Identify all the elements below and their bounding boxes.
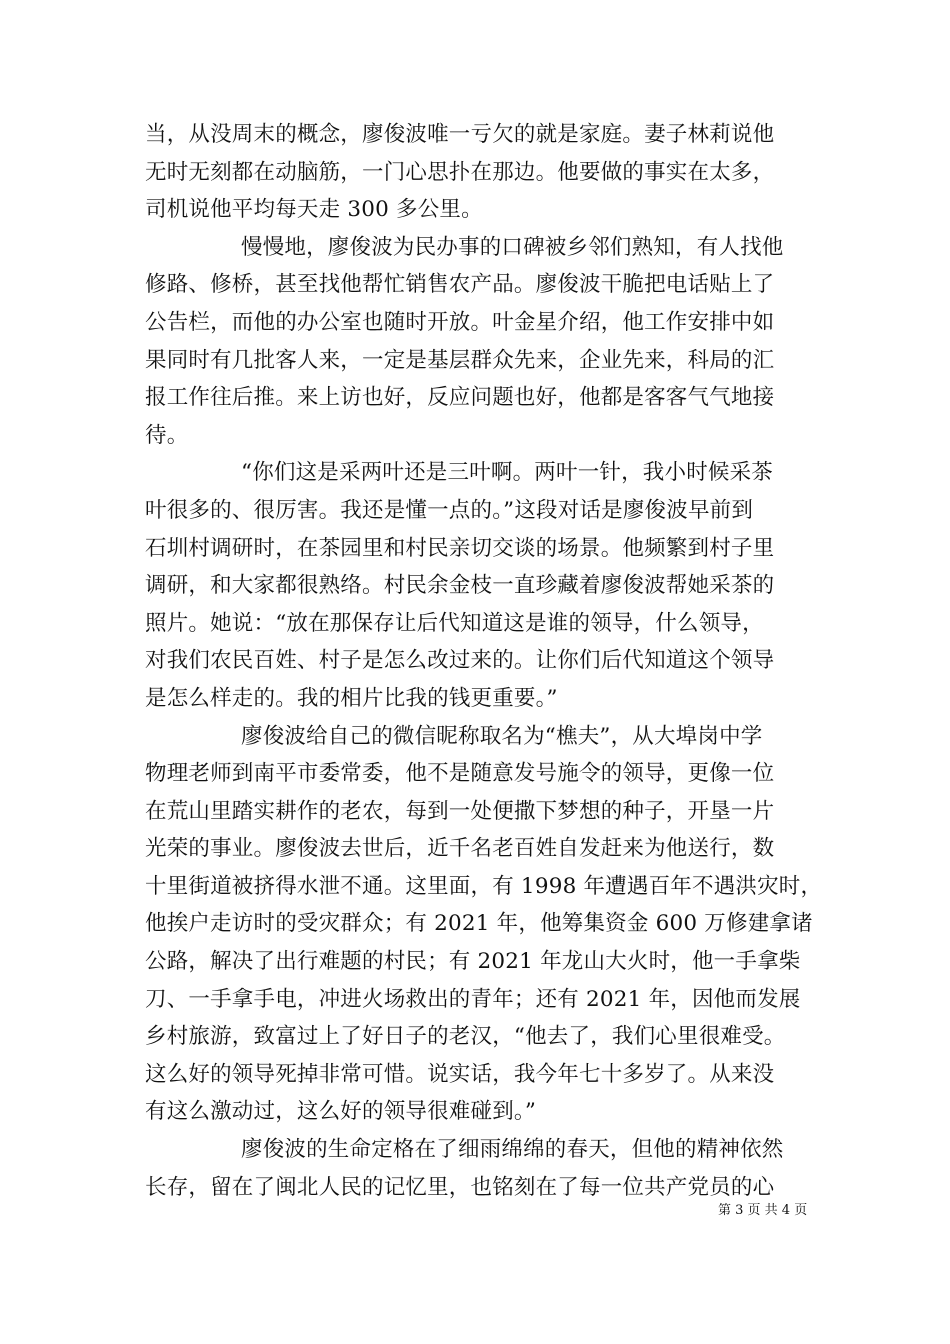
text-line: 刀、一手拿手电，冲进火场救出的青年；还有 2021 年，因他而发展	[145, 986, 801, 1012]
text-line: 有这么激动过，这么好的领导很难碰到。”	[145, 1099, 537, 1125]
paragraph-5	[145, 1131, 807, 1206]
paragraph-1	[145, 116, 807, 229]
text-line: 无时无刻都在动脑筋，一门心思扑在那边。他要做的事实在太多，	[145, 159, 775, 185]
text-line: 果同时有几批客人来，一定是基层群众先来，企业先来，科局的汇	[145, 347, 775, 373]
text-line: 对我们农民百姓、村子是怎么改过来的。让你们后代知道这个领导	[145, 648, 775, 674]
article-body	[145, 116, 823, 1206]
text-line: 公路，解决了出行难题的村民；有 2021 年龙山大火时，他一手拿柴	[145, 949, 801, 975]
text-line-indented: 廖俊波的生命定格在了细雨绵绵的春天，但他的精神依然	[241, 1137, 784, 1163]
text-line: 是怎么样走的。我的相片比我的钱更重要。”	[145, 685, 558, 711]
text-line: 调研，和大家都很熟络。村民余金枝一直珍藏着廖俊波帮她采茶的	[145, 573, 775, 599]
page-number-footer: 第 3 页 共 4 页	[718, 1203, 808, 1218]
text-line: 石圳村调研时，在茶园里和村民亲切交谈的场景。他频繁到村子里	[145, 535, 775, 561]
text-line-indented: 慢慢地，廖俊波为民办事的口碑被乡邻们熟知，有人找他	[241, 234, 784, 260]
text-line: 修路、修桥，甚至找他帮忙销售农产品。廖俊波干脆把电话贴上了	[145, 272, 775, 298]
text-line: 他挨户走访时的受灾群众；有 2021 年，他筹集资金 600 万修建拿诸	[145, 911, 813, 937]
text-line: 这么好的领导死掉非常可惜。说实话，我今年七十多岁了。从来没	[145, 1061, 775, 1087]
text-line-indented: 廖俊波给自己的微信昵称取名为“樵夫”，从大埠岗中学	[241, 723, 763, 749]
paragraph-2	[145, 229, 807, 455]
paragraph-4	[145, 718, 823, 1132]
text-line: 物理老师到南平市委常委，他不是随意发号施令的领导，更像一位	[145, 761, 775, 787]
text-line: 十里街道被挤得水泄不通。这里面，有 1998 年遭遇百年不遇洪灾时，	[145, 873, 823, 899]
text-line: 公告栏，而他的办公室也随时开放。叶金星介绍，他工作安排中如	[145, 309, 775, 335]
text-line: 光荣的事业。廖俊波去世后，近千名老百姓自发赶来为他送行，数	[145, 836, 775, 862]
text-line: 在荒山里踏实耕作的老农，每到一处便撒下梦想的种子，开垦一片	[145, 798, 775, 824]
text-line: 叶很多的、很厉害。我还是懂一点的。”这段对话是廖俊波早前到	[145, 497, 754, 523]
paragraph-3	[145, 454, 807, 717]
text-line: 待。	[145, 422, 189, 448]
text-line: 长存，留在了闽北人民的记忆里，也铭刻在了每一位共产党员的心	[145, 1174, 775, 1200]
text-line: 乡村旅游，致富过上了好日子的老汉，“他去了，我们心里很难受。	[145, 1024, 786, 1050]
text-line: 司机说他平均每天走 300 多公里。	[145, 197, 483, 223]
text-line-indented: “你们这是采两叶还是三叶啊。两叶一针，我小时候采茶	[241, 460, 773, 486]
text-line: 报工作往后推。来上访也好，反应问题也好，他都是客客气气地接	[145, 385, 775, 411]
text-line: 当，从没周末的概念，廖俊波唯一亏欠的就是家庭。妻子林莉说他	[145, 122, 775, 147]
text-line: 照片。她说：“放在那保存让后代知道这是谁的领导，什么领导，	[145, 610, 764, 636]
